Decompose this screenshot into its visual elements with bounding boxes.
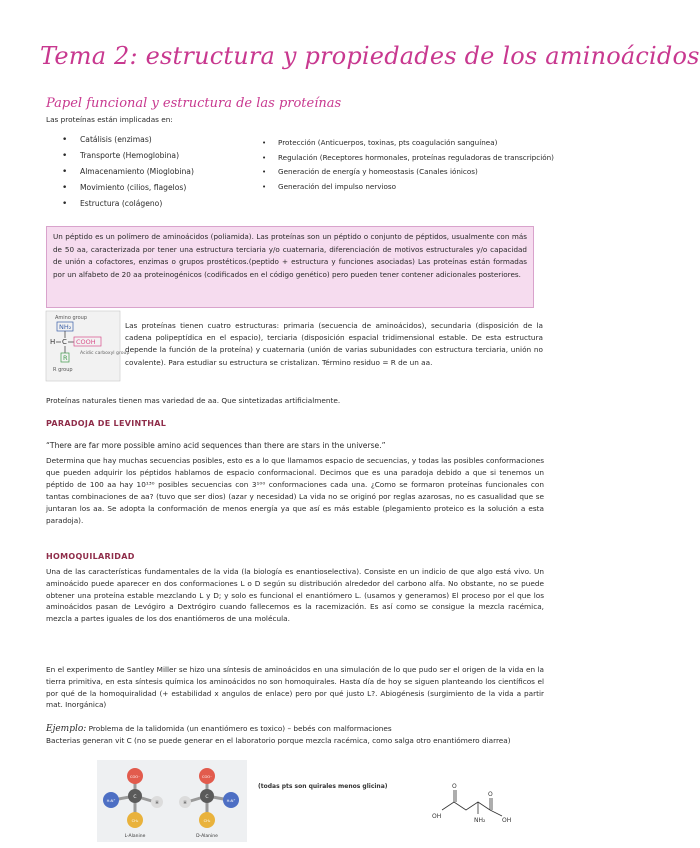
functions-list-right xyxy=(256,138,556,196)
asp-o-label-1: O xyxy=(452,783,457,790)
list-item: • Transporte (Hemoglobina) xyxy=(50,149,250,165)
example-label: Ejemplo: xyxy=(46,724,87,734)
list-item: • Regulación (Receptores hormonales, proteínas reguladoras de transcripción) xyxy=(256,153,556,164)
d-h-label: H xyxy=(183,800,187,805)
l-nh3-label: H₃N⁺ xyxy=(106,799,116,803)
amino-acid-structure-figure xyxy=(46,311,130,381)
example-text: Problema de la talidomida (un enantiómero es toxico) – bebés con malformaciones xyxy=(88,724,392,733)
levinthal-quote: “There are far more possible amino acid sequences than there are stars in the universe.” xyxy=(46,441,386,450)
alpha-carbon-label: C xyxy=(62,338,67,346)
example-line xyxy=(46,723,544,736)
alanine-enantiomers-figure xyxy=(97,760,247,842)
functions-list-left xyxy=(50,133,250,213)
d-coo-label: COO⁻ xyxy=(201,775,213,779)
section-subtitle: Papel funcional y estructura de las proteínas xyxy=(46,96,342,111)
list-item: • Generación de energía y homeostasis (Canales iónicos) xyxy=(256,167,556,178)
l-c-label: C xyxy=(133,795,137,800)
nh2-label: NH₂ xyxy=(59,323,72,331)
lead-text: Las proteínas están implicadas en: xyxy=(46,115,173,124)
miller-paragraph: En el experimento de Santley Miller se hizo una síntesis de aminoácidos en una simulación de lo que pudo ser el origen de la vida en la tierra primitiva, en esta síntesis química los aminoácidos no son homoquirales. Hasta día de hoy se siguen planteando los científicos el por qué de la homoquiralidad (+ estabilidad x angulos de enlace) pero por qué justo L?. Abiogénesis (surgimiento de la vida a partir mat. Inorgánica) xyxy=(46,665,544,710)
bacteria-paragraph: Bacterias generan vit C (no se puede generar en el laboratorio porque mezcla racémica, como salga otro enantiómero diarrea) xyxy=(46,736,511,745)
homochirality-heading: HOMOQUILARIDAD xyxy=(46,552,135,561)
d-alanine-label: D-Alanine xyxy=(196,834,218,839)
r-group-label: R xyxy=(63,354,68,362)
list-item: • Almacenamiento (Mioglobina) xyxy=(50,165,250,181)
acid-group-label: Acidic carboxyl group xyxy=(80,351,130,356)
levinthal-paragraph: Determina que hay muchas secuencias posibles, esto es a lo que llamamos espacio de secuencias, y todas las posibles conformaciones que pueden adquirir los péptidos hablamos de espacio conformacional. Decimos que es una paradoja debido a que si tenemos un péptido de 100 aa hay 10¹³⁰ posibles secuencias con 3¹⁰⁰ conformaciones cada una. ¿Como se formaron proteínas funcionales con tantas combinaciones de aa? (tuvo que ser dios) (azar y necesidad) La vida no se originó por reglas azarosas, no es casualidad que se juntaran los aa. Se adopta la conformación de menos energía ya que así es más estable (plegamiento proteico es la solución a esta paradoja). xyxy=(46,456,544,525)
l-coo-label: COO⁻ xyxy=(129,775,141,779)
definition-box: Un péptido es un polímero de aminoácidos (poliamida). Las proteínas son un péptido o conjunto de péptidos, usualmente con más de 50 aa, caracterizada por tener una estructura terciaria y/o cuaternaria, diferenciación de motivos estructurales y/o capacidad de unión a cofactores, enzimas o grupos prostéticos.(peptido + estructura y funciones asociadas) Las proteínas están formadas por un alfabeto de 20 aa proteinogénicos (codificados en el código genético) pero pueden tener contener adicionales posteriores. xyxy=(46,226,534,308)
protein-structures-paragraph: Las proteínas tienen cuatro estructuras: primaria (secuencia de aminoácidos), secundaria (disposición de la cadena polipeptídica en el espacio), terciaria (disposición espacial tridimensional estable. De esta estructura depende la función de la proteína) y cuaternaria (unión de varias subunidades con estructura terciaria, unión no covalente). Para estudiar su estructura se cristalizan. Término residuo = R de un aa. xyxy=(125,321,543,367)
natural-proteins-paragraph: Proteínas naturales tienen mas variedad de aa. Que sintetizadas artificialmente. xyxy=(46,396,341,405)
l-h-label: H xyxy=(155,800,159,805)
asp-oh-label-1: OH xyxy=(432,813,442,820)
d-c-label: C xyxy=(205,795,209,800)
glycine-note: (todas pts son quirales menos glicina) xyxy=(258,783,388,790)
l-alanine-label: L-Alanine xyxy=(124,834,146,839)
homochirality-paragraph: Una de las características fundamentales de la vida (la biología es enantioselectiva). Consiste en un indicio de que algo está vivo. Un aminoácido puede aparecer en dos conformaciones L o D según su distribución alrededor del carbono alfa. No obstante, no se puede obtener una proteína estable mezclando L y D; y solo es funcional el enantiómero L. (usamos y generamos) El proceso por el que los aminoácidos pasan de Levógiro a Dextrógiro cuando fallecemos es la racemización. Es así como se consigue la mezcla racémica, mezcla a partes iguales de los dos enantiómeros de una molécula. xyxy=(46,567,544,624)
list-item: • Catálisis (enzimas) xyxy=(50,133,250,149)
cooh-label: COOH xyxy=(76,338,96,346)
asp-o-label-2: O xyxy=(488,791,493,798)
asp-oh-label-2: OH xyxy=(502,817,512,824)
l-ch3-label: CH₃ xyxy=(131,819,139,823)
h-atom-label: H xyxy=(50,338,56,346)
d-nh3-label: H₃N⁺ xyxy=(226,799,236,803)
list-item: • Estructura (colágeno) xyxy=(50,197,250,213)
list-item: • Generación del impulso nervioso xyxy=(256,182,556,193)
asp-nh2-label: NH₂ xyxy=(474,817,486,824)
d-ch3-label: CH₃ xyxy=(203,819,211,823)
list-item: • Protección (Anticuerpos, toxinas, pts coagulación sanguínea) xyxy=(256,138,556,149)
aspartic-acid-figure xyxy=(428,770,518,830)
page-title: Tema 2: estructura y propiedades de los aminoácidos xyxy=(40,42,700,70)
list-item: • Movimiento (cilios, flagelos) xyxy=(50,181,250,197)
r-group-caption: R group xyxy=(53,367,73,373)
levinthal-heading: PARADOJA DE LEVINTHAL xyxy=(46,419,167,428)
amino-group-label: Amino group xyxy=(55,315,88,321)
